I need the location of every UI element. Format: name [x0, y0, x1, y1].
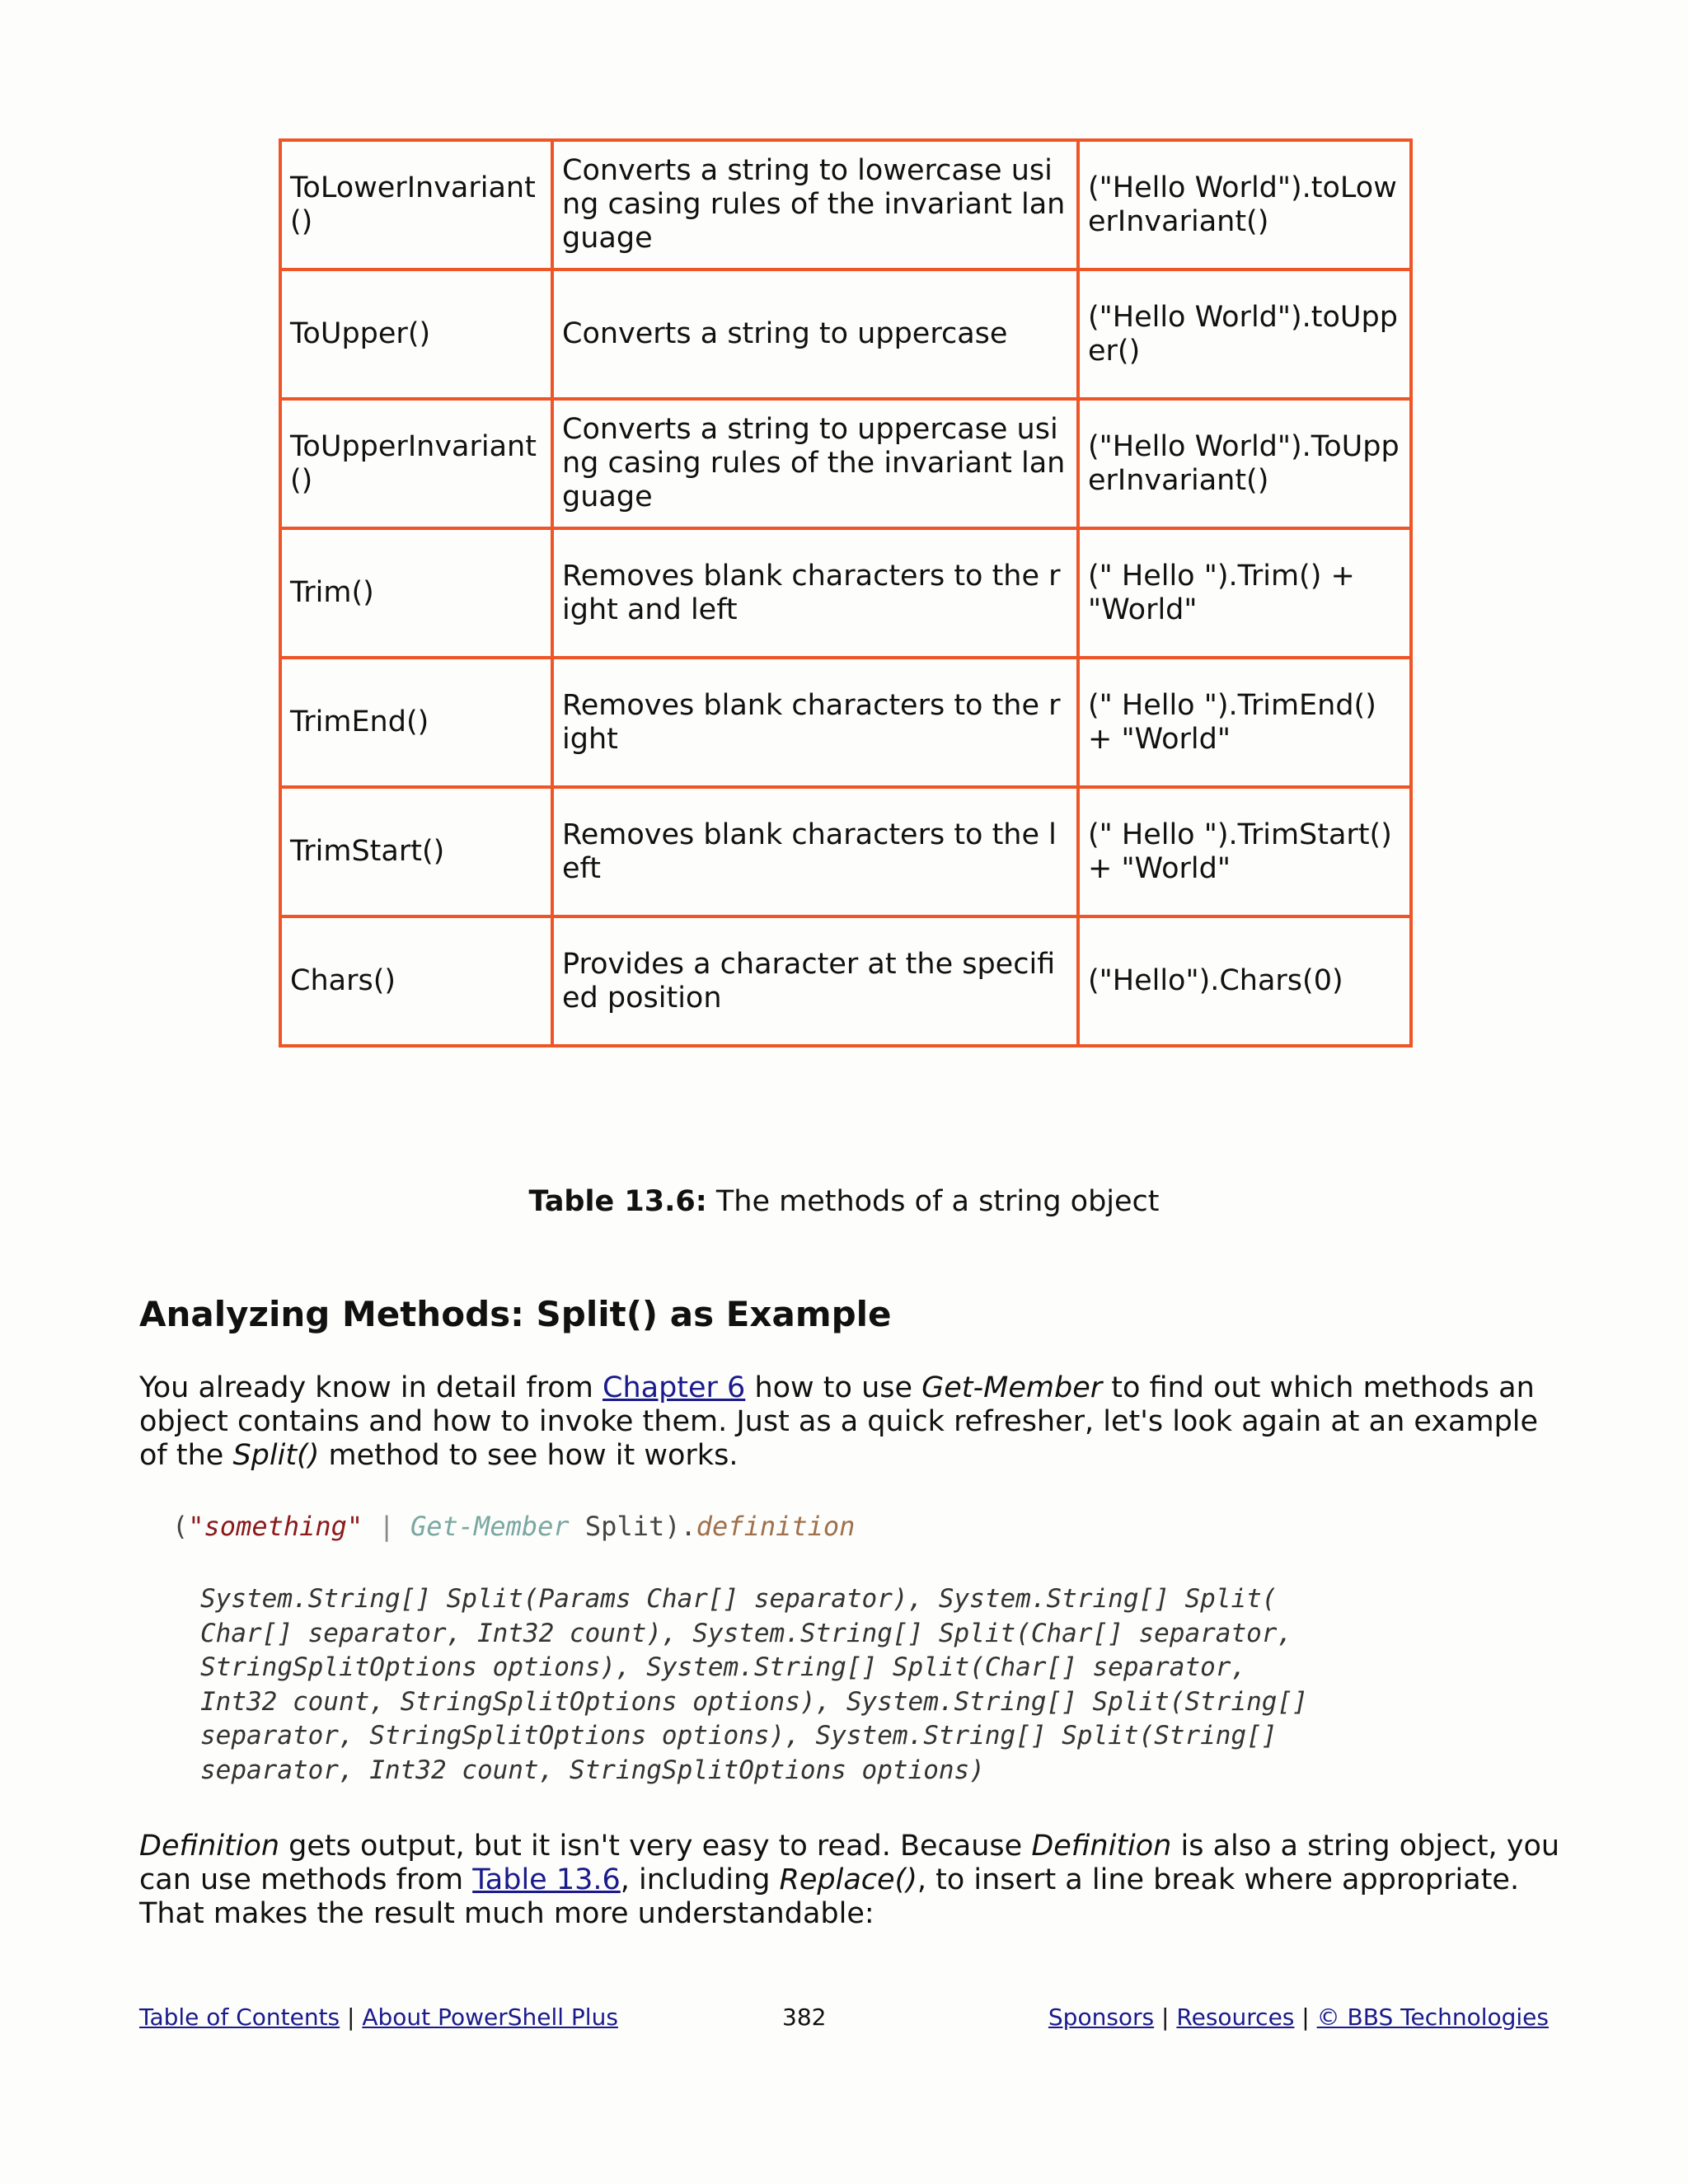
description-cell: Removes blank characters to the left [552, 787, 1078, 916]
code-output [200, 1582, 1308, 1788]
code-output-line: separator, StringSplitOptions options), System.String[] Split(String[] [200, 1721, 1278, 1750]
code-output-line: StringSplitOptions options), System.String[] Split(Char[] separator, [200, 1652, 1247, 1682]
method-cell: Chars() [280, 916, 552, 1046]
para2-text-1: gets output, but it isn't very easy to read. Because [279, 1830, 1032, 1863]
code-argument: Split). [569, 1511, 696, 1542]
para2-text-3: , including [620, 1863, 780, 1896]
footer-separator: | [340, 2004, 363, 2031]
followup-paragraph [139, 1830, 1565, 1931]
code-cmdlet: Get-Member [410, 1511, 570, 1542]
footer-separator: | [1294, 2004, 1317, 2031]
para1-text-3: to find out which methods an object contains and how to invoke them. Just as a quick refresher, let's look again at an example of the [139, 1371, 1539, 1472]
description-cell: Removes blank characters to the right [552, 658, 1078, 787]
method-cell: TrimEnd() [280, 658, 552, 787]
caption-text: The methods of a string object [706, 1185, 1160, 1218]
para1-text-4: method to see how it works. [319, 1439, 738, 1472]
para2-emphasis-definition-2: Definition [1031, 1830, 1172, 1863]
table-row [280, 269, 1411, 399]
example-cell: (" Hello ").TrimEnd() + "World" [1078, 658, 1411, 787]
footer-right [1048, 2003, 1549, 2032]
table-of-contents-link[interactable]: Table of Contents [139, 2004, 340, 2031]
method-cell: Trim() [280, 528, 552, 658]
code-command [172, 1510, 855, 1543]
para1-text-2: how to use [745, 1371, 922, 1404]
intro-paragraph [139, 1371, 1565, 1473]
example-cell: (" Hello ").TrimStart() + "World" [1078, 787, 1411, 916]
code-pipe: | [363, 1511, 410, 1542]
section-heading: Analyzing Methods: Split() as Example [139, 1294, 892, 1334]
example-cell: ("Hello World").toUpper() [1078, 269, 1411, 399]
table-caption [0, 1183, 1688, 1220]
method-cell: ToUpperInvariant () [280, 399, 552, 528]
para1-emphasis-get-member: Get-Member [921, 1371, 1103, 1404]
methods-table [279, 138, 1413, 1047]
example-cell: ("Hello").Chars(0) [1078, 916, 1411, 1046]
resources-link[interactable]: Resources [1176, 2004, 1295, 2031]
method-cell: TrimStart() [280, 787, 552, 916]
para2-emphasis-definition-1: Definition [139, 1830, 280, 1863]
example-cell: (" Hello ").Trim() + "World" [1078, 528, 1411, 658]
code-string: "something" [188, 1511, 363, 1542]
description-cell: Converts a string to uppercase using casing rules of the invariant language [552, 399, 1078, 528]
example-cell: ("Hello World").toLowerInvariant() [1078, 140, 1411, 269]
table-row [280, 140, 1411, 269]
para2-text-4: , to insert a line break where appropriate. That makes the result much more understandable: [139, 1863, 1520, 1930]
example-cell: ("Hello World").ToUpperInvariant() [1078, 399, 1411, 528]
code-open-paren: ( [172, 1511, 189, 1542]
sponsors-link[interactable]: Sponsors [1048, 2004, 1155, 2031]
code-output-line: Int32 count, StringSplitOptions options), System.String[] Split(String[] [200, 1686, 1308, 1717]
table-row [280, 658, 1411, 787]
footer-separator: | [1154, 2004, 1177, 2031]
chapter-6-link[interactable]: Chapter 6 [603, 1371, 746, 1404]
description-cell: Converts a string to lowercase using casing rules of the invariant language [552, 140, 1078, 269]
description-cell: Removes blank characters to the right and left [552, 528, 1078, 658]
code-output-line: Char[] separator, Int32 count), System.String[] Split(Char[] separator, [200, 1618, 1293, 1648]
method-cell: ToLowerInvariant () [280, 140, 552, 269]
code-property: definition [696, 1511, 856, 1542]
para1-text-1: You already know in detail from [139, 1371, 603, 1404]
method-cell: ToUpper() [280, 269, 552, 399]
table-body [280, 140, 1411, 1046]
code-output-line: separator, Int32 count, StringSplitOptions options) [200, 1755, 985, 1785]
table-row [280, 916, 1411, 1046]
description-cell: Converts a string to uppercase [552, 269, 1078, 399]
table-row [280, 399, 1411, 528]
table-row [280, 528, 1411, 658]
caption-label: Table 13.6: [528, 1185, 707, 1218]
footer-left [139, 2003, 618, 2032]
para2-emphasis-replace: Replace() [779, 1863, 917, 1896]
page-number: 382 [782, 2004, 827, 2031]
bbs-technologies-link[interactable]: © BBS Technologies [1316, 2004, 1549, 2031]
about-powershell-plus-link[interactable]: About PowerShell Plus [362, 2004, 618, 2031]
table-row [280, 787, 1411, 916]
table-13-6-link[interactable]: Table 13.6 [472, 1863, 621, 1896]
para2-text-2: is also a string object, you can use methods from [139, 1830, 1560, 1896]
code-output-line: System.String[] Split(Params Char[] separator), System.String[] Split( [200, 1584, 1278, 1614]
description-cell: Provides a character at the specified position [552, 916, 1078, 1046]
para1-emphasis-split: Split() [232, 1439, 320, 1472]
